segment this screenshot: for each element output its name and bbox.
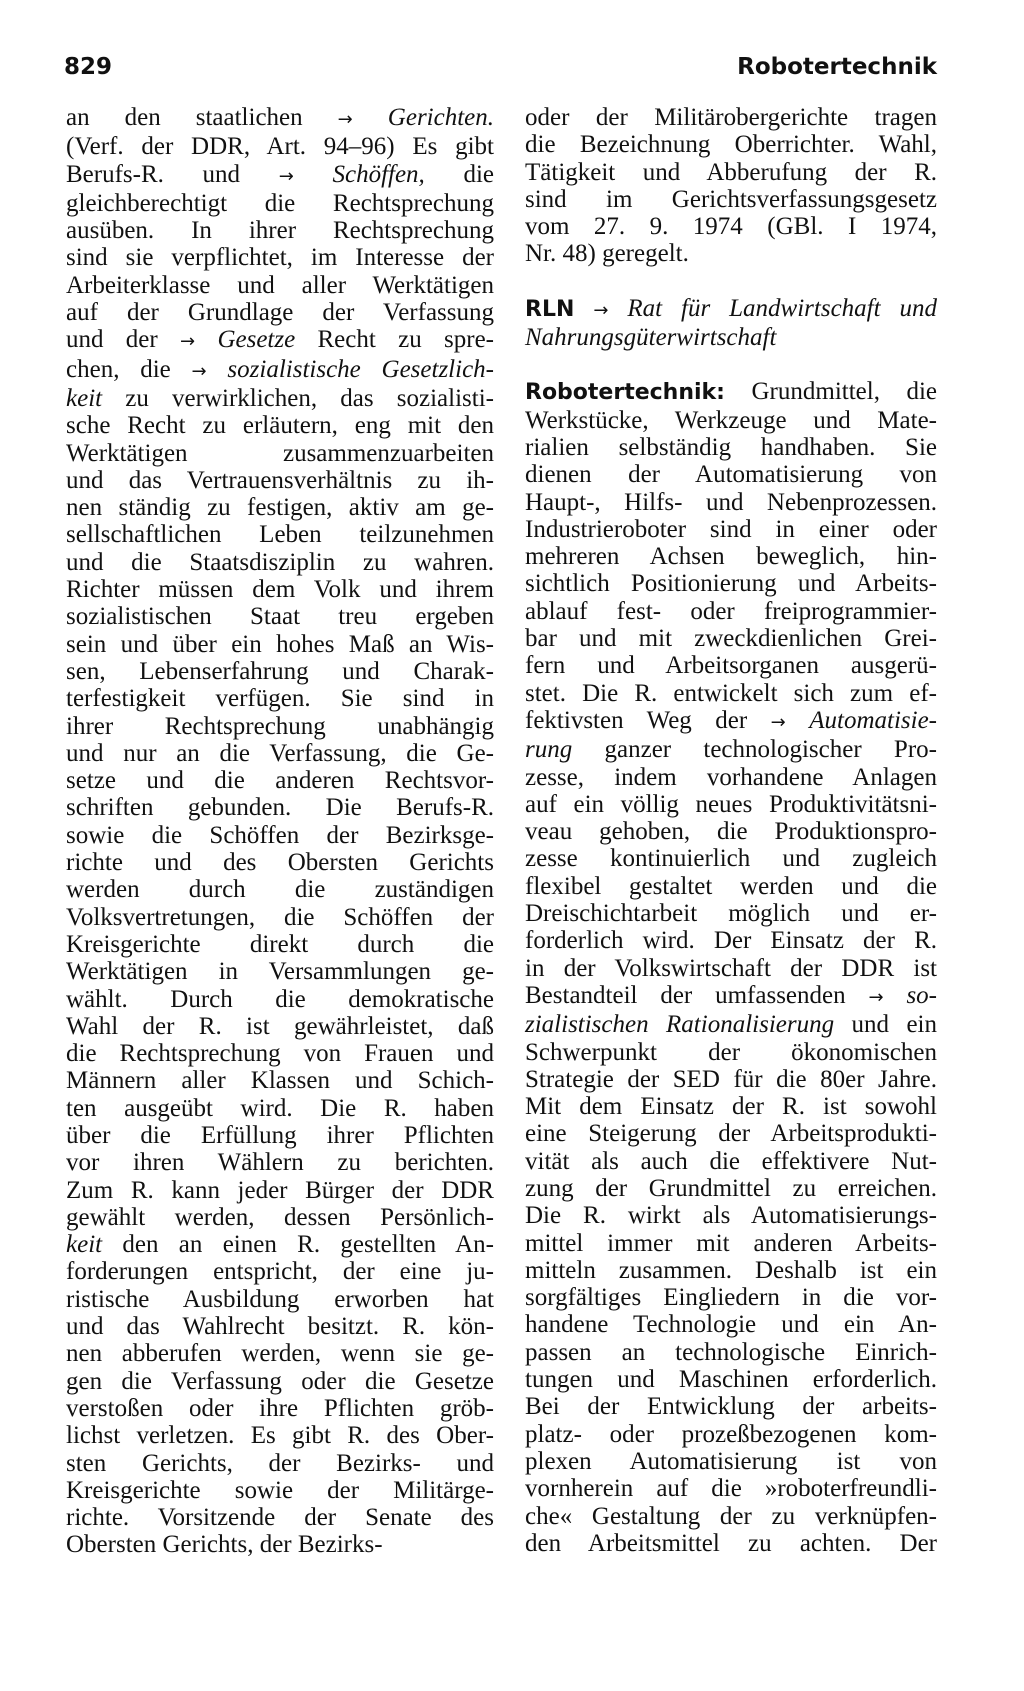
text-line: (Verf. der DDR, Art. 94–96) Es gibt [66, 133, 494, 161]
text-line: sen, Lebenserfahrung und Charak- [66, 657, 494, 685]
text-line: keit zu verwirklichen, das sozialisti- [66, 384, 494, 412]
text-line: vom 27. 9. 1974 (GBl. I 1974, [525, 213, 937, 241]
text-line: keit den an einen R. gestellten An- [66, 1231, 494, 1259]
text-line: gewählt werden, dessen Persönlich- [66, 1203, 494, 1231]
text-line: Männern aller Klassen und Schich- [66, 1067, 494, 1095]
text-line: che« Gestaltung der zu verknüpfen- [525, 1502, 937, 1530]
text-line: setze und die anderen Rechtsvor- [66, 767, 494, 795]
cross-ref[interactable]: keit [66, 1231, 103, 1259]
text-line: veau gehoben, die Produktionspro- [525, 818, 937, 846]
text-line: Kreisgerichte direkt durch die [66, 930, 494, 958]
text-line: chen, die → sozialistische Gesetzlich- [66, 355, 494, 383]
text-line: stet. Die R. entwickelt sich zum ef- [525, 679, 937, 707]
text-line: vornherein auf die »roboterfreundli- [525, 1475, 937, 1503]
text-line: Haupt-, Hilfs- und Nebenprozessen. [525, 488, 937, 516]
text-line: verstoßen oder ihre Pflichten gröb- [66, 1394, 494, 1422]
entry-robotertechnik [525, 378, 937, 1557]
text-line: fektivsten Weg der → Automatisie- [525, 706, 938, 734]
text-line: Die R. wirkt als Automatisierungs- [525, 1202, 937, 1230]
text-line: flexibel gestaltet werden und die [525, 872, 937, 900]
text-line: oder der Militärobergerichte tragen [525, 104, 937, 131]
text-line: richte. Vorsitzende der Senate des [66, 1504, 494, 1532]
rln-keyword: RLN [525, 296, 575, 322]
text-line: gen die Verfassung oder die Gesetze [66, 1367, 494, 1395]
rln-reference[interactable]: Rat für Landwirtschaft und [627, 294, 938, 322]
entry-gap [525, 351, 937, 378]
arrow-icon: → [191, 360, 207, 382]
text-line: ablauf fest- oder freiprogrammier- [525, 597, 937, 625]
text-line: sozialistischen Staat treu ergeben [66, 603, 494, 631]
text-line: zesse, indem vorhandene Anlagen [525, 763, 937, 791]
text-line: zesse kontinuierlich und zugleich [525, 845, 937, 873]
text-line: ristische Ausbildung erworben hat [66, 1285, 494, 1313]
left-column [66, 104, 494, 1559]
text-line: sten Gerichts, der Bezirks- und [66, 1449, 494, 1477]
text-line: die Bezeichnung Oberrichter. Wahl, [525, 131, 937, 159]
text-line: und nur an die Verfassung, die Ge- [66, 739, 494, 767]
cross-ref[interactable]: sozialistische Gesetzlich- [227, 355, 494, 383]
robo-first-text: Grundmittel, die [751, 378, 938, 406]
cross-ref[interactable]: keit [66, 384, 103, 412]
cross-ref[interactable]: zialistischen Rationalisierung [525, 1011, 835, 1039]
text-line: wählt. Durch die demokratische [66, 985, 494, 1013]
text-line: mittel immer mit anderen Arbeits- [525, 1229, 937, 1257]
text-line: Nr. 48) geregelt. [525, 240, 689, 268]
cross-ref[interactable]: so- [906, 981, 937, 1009]
text-line: handene Technologie und ein An- [525, 1311, 937, 1339]
text-line: und das Wahlrecht besitzt. R. kön- [66, 1313, 494, 1341]
text-line: forderlich wird. Der Einsatz der R. [525, 927, 937, 955]
arrow-icon: → [868, 986, 884, 1008]
robo-body [525, 407, 937, 1557]
text-line: plexen Automatisierung ist von [525, 1447, 937, 1475]
text-line: Obersten Gerichts, der Bezirks- [66, 1531, 383, 1559]
text-line: nen abberufen werden, wenn sie ge- [66, 1340, 494, 1368]
text-line: mehreren Achsen beweglich, hin- [525, 543, 937, 571]
text-line: vität als auch die effektivere Nut- [525, 1147, 937, 1175]
entry-rln [525, 295, 937, 352]
text-line: tungen und Maschinen erforderlich. [525, 1366, 937, 1394]
text-line: Bei der Entwicklung der arbeits- [525, 1393, 937, 1421]
text-line: ten ausgeübt wird. Die R. haben [66, 1094, 494, 1122]
cross-ref[interactable]: rung [525, 736, 573, 764]
text-line: eine Steigerung der Arbeitsprodukti- [525, 1120, 937, 1148]
text-line: die Rechtsprechung von Frauen und [66, 1040, 494, 1068]
text-line: Tätigkeit und Abberufung der R. [525, 158, 937, 186]
text-line: sichtlich Positionierung und Arbeits- [525, 570, 937, 598]
text-line: richte und des Obersten Gerichts [66, 849, 494, 877]
text-line: Werktätigen zusammenzuarbeiten [66, 439, 494, 467]
text-line: terfestigkeit verfügen. Sie sind in [66, 685, 494, 713]
text-line: an den staatlichen → Gerichten. [66, 104, 495, 131]
text-line: forderungen entspricht, der eine ju- [66, 1258, 494, 1286]
arrow-icon: → [337, 109, 353, 130]
text-line: Arbeiterklasse und aller Werktätigen [66, 271, 494, 299]
text-line: sorgfältiges Eingliedern in die vor- [525, 1284, 937, 1312]
text-line: Richter müssen dem Volk und ihrem [66, 576, 494, 604]
text-line: sowie die Schöffen der Bezirksge- [66, 821, 494, 849]
text-line: und das Vertrauensverhältnis zu ih- [66, 466, 494, 494]
text-line: lichst verletzen. Es gibt R. des Ober- [66, 1422, 494, 1450]
text-line: sind sie verpflichtet, im Interesse der [66, 244, 494, 272]
text-line: zialistischen Rationalisierung und ein [525, 1011, 937, 1039]
text-line: mitteln zusammen. Deshalb ist ein [525, 1256, 937, 1284]
text-line: sind im Gerichtsverfassungsgesetz [525, 185, 937, 213]
running-head: Robotertechnik [737, 54, 937, 80]
right-column [525, 104, 937, 1557]
text-line: Zum R. kann jeder Bürger der DDR [66, 1176, 494, 1204]
text-line: über die Erfüllung ihrer Pflichten [66, 1121, 494, 1149]
text-line: den Arbeitsmittel zu achten. Der [525, 1529, 937, 1557]
text-line: Wahl der R. ist gewährleistet, daß [66, 1012, 494, 1040]
text-line: in der Volkswirtschaft der DDR ist [525, 954, 937, 982]
text-line: schriften gebunden. Die Berufs-R. [66, 794, 494, 822]
text-line: Industrieroboter sind in einer oder [525, 515, 937, 543]
text-line: passen an technologische Einrich- [525, 1338, 937, 1366]
text-line: und die Staatsdisziplin zu wahren. [66, 548, 494, 576]
arrow-icon: → [593, 299, 609, 321]
text-line: ihrer Rechtsprechung unabhängig [66, 712, 494, 740]
robo-line-1 [525, 378, 937, 406]
text-line: Kreisgerichte sowie der Militärge- [66, 1476, 494, 1504]
arrow-icon: → [180, 331, 196, 353]
text-line: Strategie der SED für die 80er Jahre. [525, 1065, 937, 1093]
text-line: auf ein völlig neues Produktivitätsni- [525, 790, 937, 818]
text-line: sein und über ein hohes Maß an Wis- [66, 630, 494, 658]
cross-ref[interactable]: Schöffen, [332, 160, 425, 188]
text-line: Bestandteil der umfassenden → so- [525, 981, 937, 1009]
arrow-icon: → [278, 165, 294, 187]
text-line: bar und mit zweckdienlichen Grei- [525, 625, 937, 653]
text-line: ausüben. In ihrer Rechtsprechung [66, 217, 494, 245]
text-line: auf der Grundlage der Verfassung [66, 299, 494, 327]
rln-line-2[interactable]: Nahrungsgüterwirtschaft [525, 324, 777, 352]
page-number: 829 [64, 54, 113, 80]
robo-keyword: Robotertechnik: [525, 380, 725, 406]
text-line: fern und Arbeitsorganen ausgerü- [525, 652, 937, 680]
text-line: rung ganzer technologischer Pro- [525, 736, 937, 764]
cross-ref[interactable]: Automatisie- [809, 706, 938, 734]
page-header [64, 54, 937, 94]
text-line: Werktätigen in Versammlungen ge- [66, 958, 494, 986]
text-line: platz- oder prozeßbezogenen kom- [525, 1420, 937, 1448]
continued-text [525, 104, 937, 268]
cross-ref[interactable]: Gerichten. [387, 104, 495, 131]
text-line: vor ihren Wählern zu berichten. [66, 1149, 494, 1177]
rln-line-1 [525, 295, 937, 324]
text-line: und der → Gesetze Recht zu spre- [66, 326, 495, 354]
text-line: Schwerpunkt der ökonomischen [525, 1038, 937, 1066]
entry-gap [525, 268, 937, 295]
text-line: Berufs-R. und → Schöffen, die [66, 160, 495, 188]
text-line: sellschaftlichen Leben teilzunehmen [66, 521, 494, 549]
text-line: Mit dem Einsatz der R. ist sowohl [525, 1093, 937, 1121]
text-line: Werkstücke, Werkzeuge und Mate- [525, 406, 937, 434]
text-line: Volksvertretungen, die Schöffen der [66, 903, 494, 931]
cross-ref[interactable]: Gesetze [217, 326, 296, 354]
text-line: gleichberechtigt die Rechtsprechung [66, 189, 494, 217]
text-line: Dreischichtarbeit möglich und er- [525, 900, 937, 928]
text-line: nen ständig zu festigen, aktiv am ge- [66, 494, 494, 522]
text-line: sche Recht zu erläutern, eng mit den [66, 412, 494, 440]
text-line: zung der Grundmittel zu erreichen. [525, 1174, 937, 1202]
arrow-icon: → [770, 711, 786, 733]
text-line: dienen der Automatisierung von [525, 461, 937, 489]
text-line: werden durch die zuständigen [66, 876, 494, 904]
text-line: rialien selbständig handhaben. Sie [525, 433, 937, 461]
